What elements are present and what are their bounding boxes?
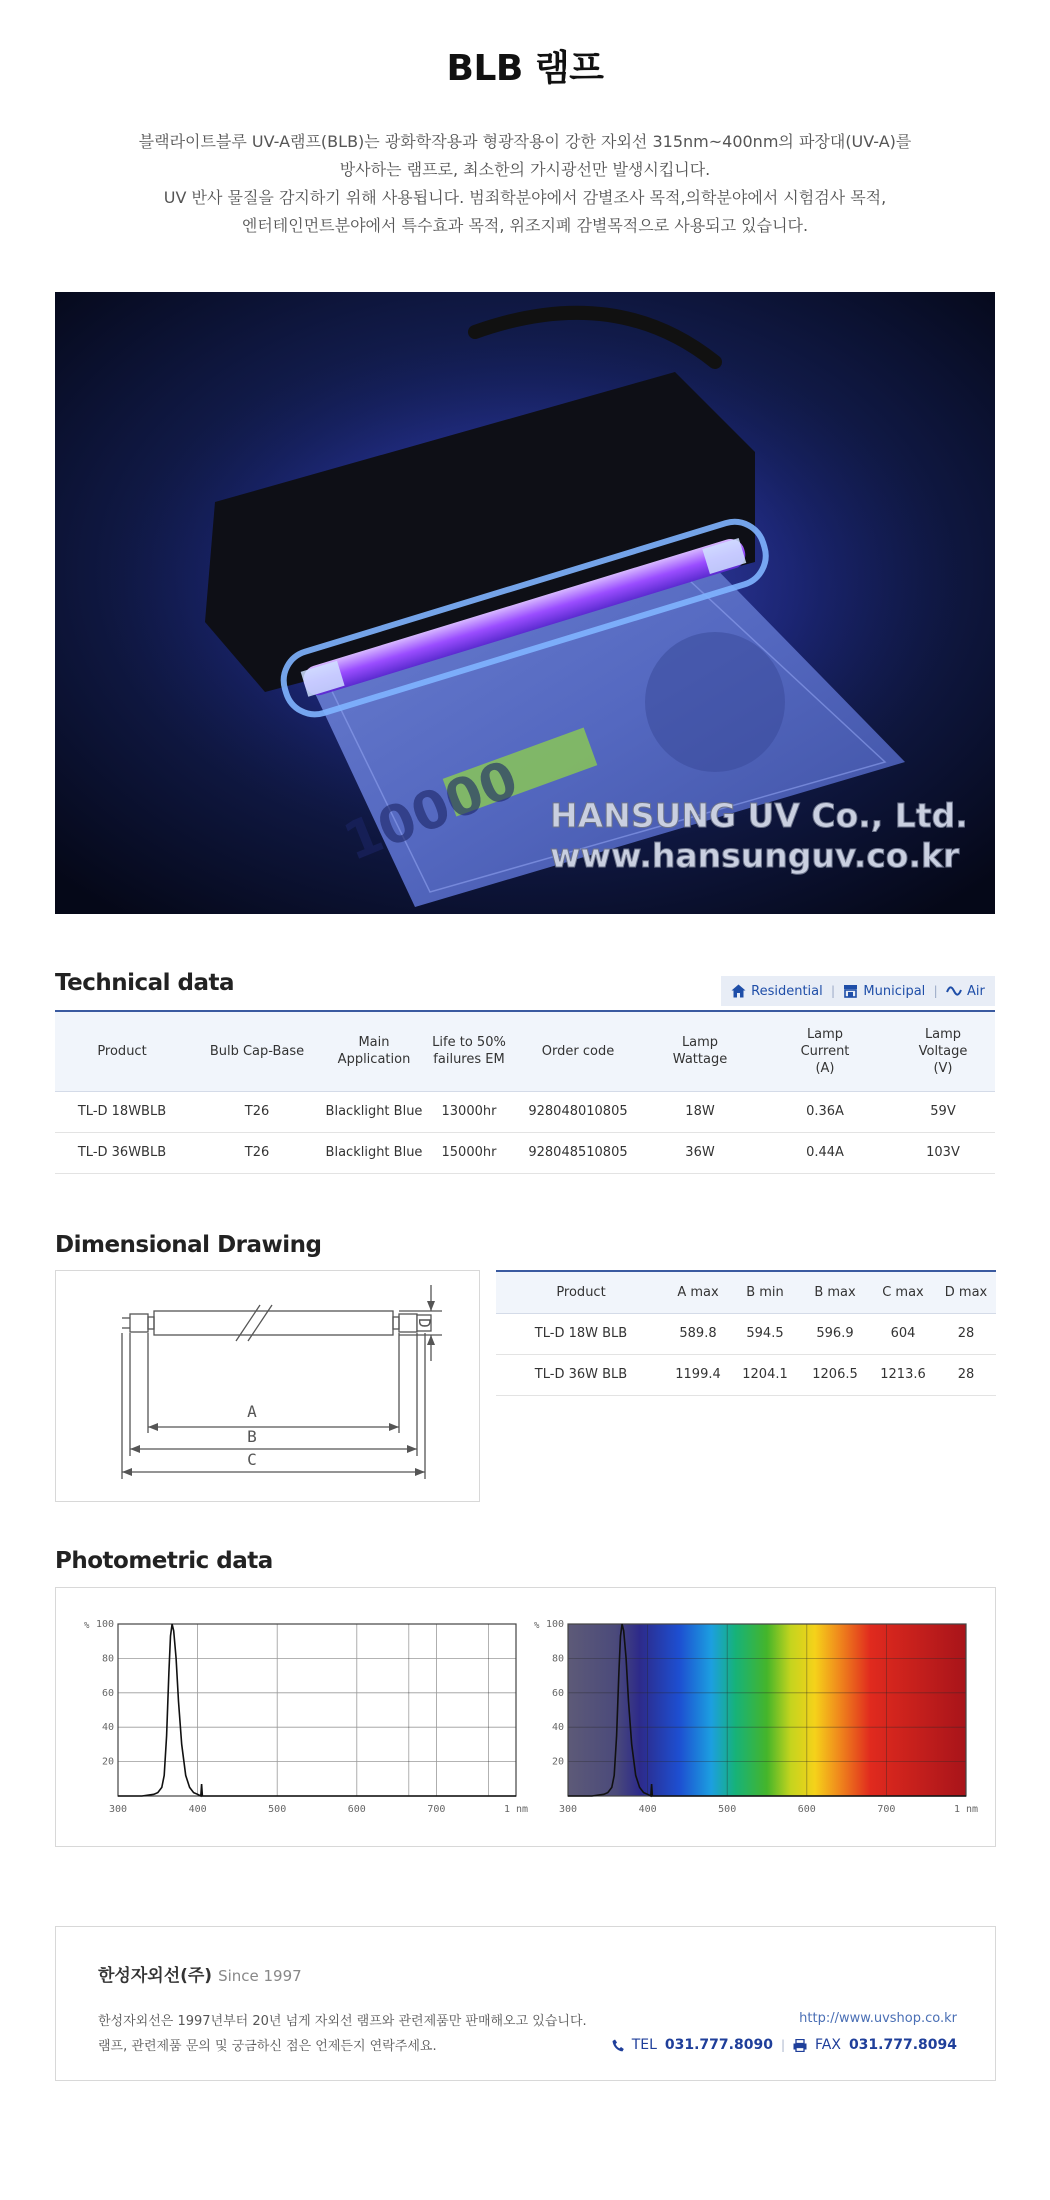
cell-order-code: 928048510805 <box>515 1132 641 1173</box>
intro-line: 엔터테인먼트분야에서 특수효과 목적, 위조지폐 감별목적으로 사용되고 있습니다. <box>241 216 809 235</box>
column-header: Lamp Wattage <box>641 1011 759 1091</box>
building-icon <box>843 984 858 998</box>
website-link[interactable]: http://www.uvshop.co.kr <box>799 2011 957 2026</box>
column-header: Lamp Voltage (V) <box>891 1011 995 1091</box>
intro-text <box>100 128 950 240</box>
tab-label: Air <box>966 983 985 999</box>
y-tick-label: 20 <box>551 1756 564 1768</box>
x-tick-label: 600 <box>347 1804 366 1815</box>
x-tick-label: 1 nm <box>503 1804 529 1815</box>
dimensional-heading: Dimensional Drawing <box>55 1232 322 1258</box>
dimension-label-a: A <box>247 1402 257 1421</box>
cell-wattage: 36W <box>641 1132 759 1173</box>
y-axis-label: % <box>534 1621 540 1631</box>
y-tick-label: 40 <box>101 1722 114 1734</box>
column-header: A max <box>666 1271 730 1313</box>
cell-b-min: 594.5 <box>730 1313 800 1354</box>
x-tick-label: 700 <box>427 1804 446 1815</box>
fax-label: FAX <box>815 2037 841 2053</box>
x-tick-label: 500 <box>268 1804 287 1815</box>
y-tick-label: 20 <box>101 1756 114 1768</box>
x-tick-label: 700 <box>877 1804 896 1815</box>
intro-line: UV 반사 물질을 감지하기 위해 사용됩니다. 범죄학분야에서 감별조사 목적,의학분야에서 시험검사 목적, <box>163 188 887 207</box>
tab-label: Residential <box>751 983 823 999</box>
tab-residential[interactable] <box>731 984 823 999</box>
description-line: 램프, 관련제품 문의 및 궁금하신 점은 언제든지 연락주세요. <box>98 2039 437 2054</box>
dimensional-table <box>496 1270 996 1396</box>
tel-label: TEL <box>631 2037 657 2053</box>
cell-order-code: 928048010805 <box>515 1091 641 1132</box>
cell-b-max: 596.9 <box>800 1313 870 1354</box>
tab-label: Municipal <box>863 983 926 999</box>
tab-air[interactable] <box>946 984 985 999</box>
cell-b-min: 1204.1 <box>730 1354 800 1395</box>
watermark-company: HANSUNG UV Co., Ltd. <box>550 796 968 835</box>
cell-current: 0.44A <box>759 1132 891 1173</box>
page-title: BLB 램프 <box>446 48 604 89</box>
since-label: Since 1997 <box>218 1967 302 1985</box>
company-name: 한성자외선(주) Since 1997 <box>98 1966 302 1986</box>
banknote-number: 10000 <box>335 749 527 873</box>
plot-background <box>118 1624 516 1796</box>
fax-icon <box>793 2039 807 2052</box>
dimensional-drawing <box>55 1270 480 1502</box>
cell-voltage: 59V <box>891 1091 995 1132</box>
wave-icon <box>946 985 962 997</box>
x-tick-label: 1 nm <box>953 1804 979 1815</box>
cell-d-max: 28 <box>936 1354 996 1395</box>
table-header-row <box>55 1011 995 1091</box>
cell-c-max: 604 <box>870 1313 936 1354</box>
cell-b-max: 1206.5 <box>800 1354 870 1395</box>
dimension-label-c: C <box>247 1450 257 1469</box>
y-tick-label: 80 <box>101 1653 114 1665</box>
cell-product: TL-D 18W BLB <box>496 1313 666 1354</box>
column-header: C max <box>870 1271 936 1313</box>
x-tick-label: 300 <box>558 1804 578 1815</box>
technical-table <box>55 1010 995 1174</box>
photometric-chart-left <box>56 1619 528 1815</box>
application-tabs: Residential | Municipal | Air <box>721 976 995 1006</box>
column-header: Life to 50% failures EM <box>423 1011 515 1091</box>
column-header: Product <box>55 1011 189 1091</box>
table-row <box>55 1091 995 1132</box>
dimension-label-b: B <box>247 1427 257 1446</box>
product-photo <box>55 292 995 914</box>
intro-line: 블랙라이트블루 UV-A램프(BLB)는 광화학작용과 형광작용이 강한 자외선 315nm~400nm의 파장대(UV-A)를 <box>138 132 912 151</box>
y-axis-label: % <box>84 1621 90 1631</box>
cell-application: Blacklight Blue <box>325 1132 423 1173</box>
house-icon <box>731 984 746 998</box>
column-header: Main Application <box>325 1011 423 1091</box>
x-tick-label: 400 <box>638 1804 657 1815</box>
photometric-heading: Photometric data <box>55 1548 273 1574</box>
table-row <box>496 1313 996 1354</box>
cell-life: 13000hr <box>423 1091 515 1132</box>
intro-line: 방사하는 램프로, 최소한의 가시광선만 발생시킵니다. <box>339 160 711 179</box>
y-tick-label: 40 <box>551 1722 564 1734</box>
description-line: 한성자외선은 1997년부터 20년 넘게 자외선 램프와 관련제품만 판매해오고 있습니다. <box>98 2014 587 2029</box>
cell-cap-base: T26 <box>189 1132 325 1173</box>
x-tick-label: 300 <box>108 1804 128 1815</box>
photometric-charts <box>55 1587 996 1847</box>
y-tick-label: 60 <box>101 1687 114 1699</box>
tel-number[interactable]: 031.777.8090 <box>664 2037 773 2053</box>
cell-cap-base: T26 <box>189 1091 325 1132</box>
column-header: B min <box>730 1271 800 1313</box>
spectrum-background <box>568 1624 966 1796</box>
cell-a-max: 1199.4 <box>666 1354 730 1395</box>
cell-wattage: 18W <box>641 1091 759 1132</box>
column-header: Product <box>496 1271 666 1313</box>
cell-application: Blacklight Blue <box>325 1091 423 1132</box>
column-header: B max <box>800 1271 870 1313</box>
cell-a-max: 589.8 <box>666 1313 730 1354</box>
contact-info: TEL 031.777.8090 | FAX 031.777.8094 <box>612 2037 957 2053</box>
x-tick-label: 600 <box>797 1804 816 1815</box>
y-tick-label: 80 <box>551 1653 564 1665</box>
y-tick-label: 100 <box>95 1619 114 1630</box>
cell-d-max: 28 <box>936 1313 996 1354</box>
watermark-url: www.hansunguv.co.kr <box>550 836 960 875</box>
column-header: D max <box>936 1271 996 1313</box>
dimension-label-d: D <box>415 1318 434 1328</box>
column-header: Order code <box>515 1011 641 1091</box>
tab-municipal[interactable] <box>843 984 925 999</box>
fax-number: 031.777.8094 <box>848 2037 957 2053</box>
table-row <box>55 1132 995 1173</box>
cell-life: 15000hr <box>423 1132 515 1173</box>
technical-heading: Technical data <box>55 970 235 996</box>
x-tick-label: 500 <box>718 1804 737 1815</box>
cell-product: TL-D 36WBLB <box>55 1132 189 1173</box>
cell-current: 0.36A <box>759 1091 891 1132</box>
table-header-row <box>496 1271 996 1313</box>
company-footer <box>55 1926 996 2081</box>
y-tick-label: 60 <box>551 1687 564 1699</box>
column-header: Bulb Cap-Base <box>189 1011 325 1091</box>
company-description <box>98 2009 587 2059</box>
cell-c-max: 1213.6 <box>870 1354 936 1395</box>
x-tick-label: 400 <box>188 1804 207 1815</box>
cell-product: TL-D 36W BLB <box>496 1354 666 1395</box>
phone-icon <box>612 2039 624 2052</box>
cell-product: TL-D 18WBLB <box>55 1091 189 1132</box>
table-row <box>496 1354 996 1395</box>
cell-voltage: 103V <box>891 1132 995 1173</box>
y-tick-label: 100 <box>545 1619 564 1630</box>
column-header: Lamp Current (A) <box>759 1011 891 1091</box>
